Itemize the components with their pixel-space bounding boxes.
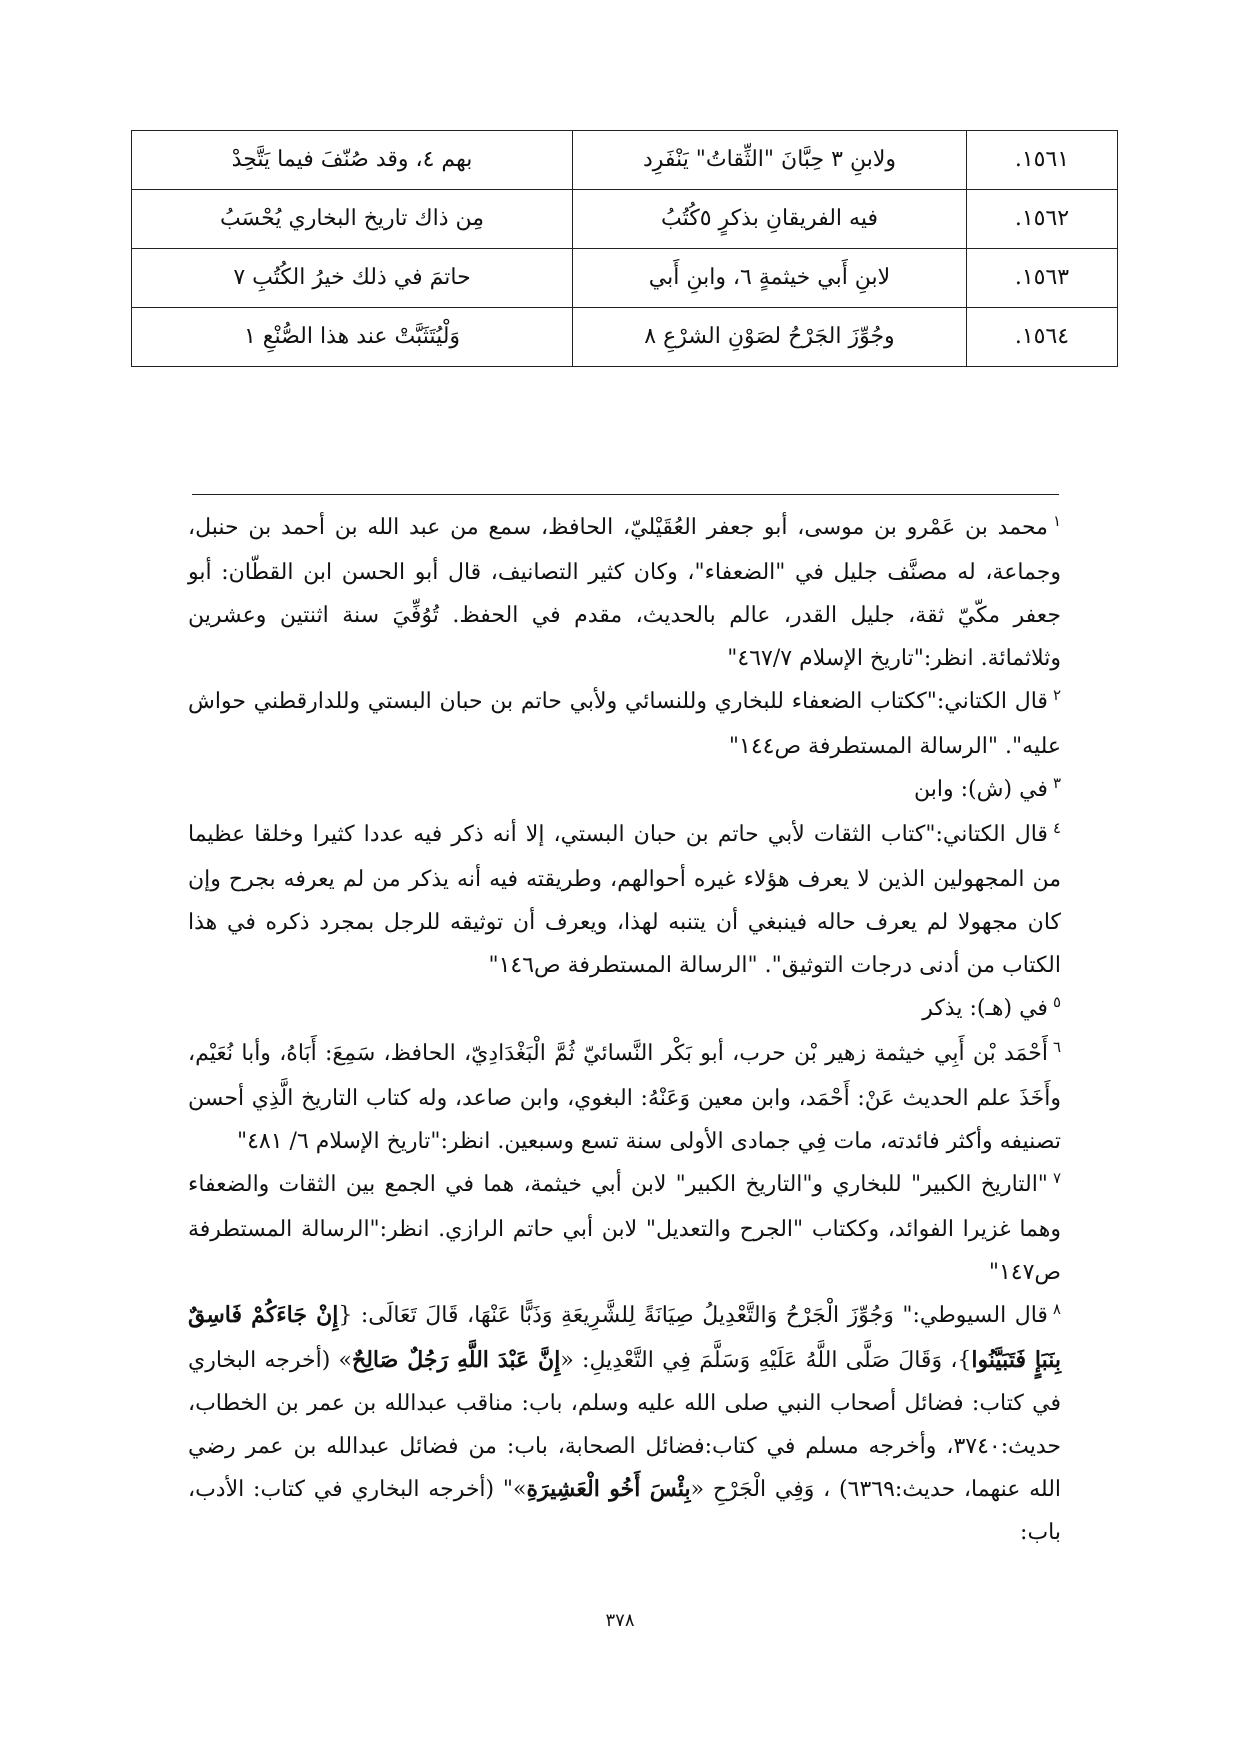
hadith-quote: إِنَّ عَبْدَ اللَّهِ رَجُلٌ صَالِحٌ xyxy=(352,1347,561,1373)
footnote-mark: ٦ xyxy=(1052,1038,1061,1056)
verse-second-hemistich: حاتمَ في ذلك خيرُ الكُتُبِ ٧ xyxy=(132,249,573,308)
footnote-mark: ١ xyxy=(1052,512,1061,530)
verse-first-hemistich: لابنِ أَبي خيثمةٍ ٦، وابنِ أَبي xyxy=(573,249,967,308)
footnote-text: قال الكتاني:"كتاب الثقات لأبي حاتم بن حبان البستي، إلا أنه ذكر فيه عددا كثيرا وخلقا عظيما من المجهولين الذين لا يعرف هؤلاء غيره أحوالهم، وطريقته فيه أنه يذكر من لم يعرفه بجرح وإن كان مجهولا لم يعرف حاله فينبغي أن يتنبه لهذا، ويعرف أن توثيقه للرجل بمجرد ذكره في هذا الكتاب من أدنى درجات التوثيق". "الرسالة المستطرفة ص١٤٦" xyxy=(188,822,1061,978)
footnote-mark: ٥ xyxy=(1052,993,1061,1011)
footnote-text: أَحْمَد بْن أَبِي خيثمة زهير بْن حرب، أبو بَكْر النَّسائيّ ثُمَّ الْبَغْدَادِيّ، الحافظ، سَمِعَ: أَبَاهُ، وأبا نُعَيْم، وأَخَذَ علم الحديث عَنْ: أَحْمَد، وابن معين وَعَنْهُ: البغوي، وابن صاعد، وله كتاب التاريخ الَّذِي أحسن تصنيفه وأكثر فائدته، مات فِي جمادى الأولى سنة تسع وسبعين. انظر:"تاريخ الإسلام ٦/ ٤٨١" xyxy=(188,1041,1061,1154)
verse-first-hemistich: وجُوِّزَ الجَرْحُ لصَوْنِ الشرْعِ ٨ xyxy=(573,308,967,367)
verse-row xyxy=(132,308,1118,367)
hadith-quote: بِئْسَ أَخُو الْعَشِيرَةِ xyxy=(526,1476,691,1502)
footnote-mark: ٤ xyxy=(1052,819,1061,837)
footnote xyxy=(188,1163,1061,1294)
footnote-text-part: » (أخرجه البخاري في كتاب: فضائل أصحاب النبي صلى الله عليه وسلم، باب: مناقب عبدالله بن عمر بن الخطاب، حديث:٣٧٤٠، وأخرجه مسلم في كتاب:فضائل الصحابة، باب: من فضائل عبدالله بن عمر رضي الله عنهما، حديث:٦٣٦٩) ، وَفِي الْجَرْحِ « xyxy=(188,1348,1062,1502)
quran-quote: إِنْ جَاءَكُمْ فَاسِقٌ بِنَبَإٍ فَتَبَيَّنُوا xyxy=(188,1302,1061,1373)
verse-row xyxy=(132,249,1118,308)
verse-number: ١٥٦٢. xyxy=(967,190,1118,249)
footnote xyxy=(188,1032,1061,1163)
footnote-text xyxy=(188,1303,1061,1545)
verse-row xyxy=(132,190,1118,249)
verse-table xyxy=(131,130,1118,367)
footnote-text: في (ش): وابن xyxy=(914,777,1048,802)
footnote-mark: ٧ xyxy=(1052,1169,1061,1187)
verse-row xyxy=(132,131,1118,190)
footnote-text-part: »" (أخرجه البخاري في كتاب: الأدب، باب: xyxy=(188,1477,1061,1545)
footnote-mark: ٢ xyxy=(1052,686,1061,704)
footnote xyxy=(188,987,1061,1032)
verse-first-hemistich: فيه الفريقانِ بذكرٍ ٥كُتُبُ xyxy=(573,190,967,249)
verse-second-hemistich: وَلْيُتَثَبَّتْ عند هذا الصُّنْعِ ١ xyxy=(132,308,573,367)
verse-second-hemistich: مِن ذاك تاريخ البخاري يُحْسَبُ xyxy=(132,190,573,249)
footnote-text: في (هـ): يذكر xyxy=(922,996,1048,1021)
footnote-mark: ٨ xyxy=(1052,1300,1061,1318)
footnote xyxy=(188,506,1061,680)
footnote xyxy=(188,680,1061,768)
footnote-text: قال الكتاني:"ككتاب الضعفاء للبخاري وللنسائي ولأبي حاتم بن حبان البستي وللدارقطني حواش عليه". "الرسالة المستطرفة ص١٤٤" xyxy=(188,689,1061,759)
footnote xyxy=(188,813,1061,987)
footnote-text: محمد بن عَمْرو بن موسى، أبو جعفر العُقَيْليّ، الحافظ، سمع من عبد الله بن أحمد بن حنبل، وجماعة، له مصنَّف جليل في "الضعفاء"، وكان كثير التصانيف، قال أبو الحسن ابن القطّان: أبو جعفر مكّيّ ثقة، جليل القدر، عالم بالحديث، مقدم في الحفظ. تُوُفِّيَ سنة اثنتين وعشرين وثلاثمائة. انظر:"تاريخ الإسلام ٤٦٧/٧" xyxy=(188,515,1061,671)
footnote-mark: ٣ xyxy=(1052,774,1061,792)
footnote xyxy=(188,1294,1061,1554)
footnote xyxy=(188,768,1061,813)
footnote-separator xyxy=(192,494,1059,495)
verse-number: ١٥٦٤. xyxy=(967,308,1118,367)
verse-number: ١٥٦٣. xyxy=(967,249,1118,308)
footnote-text-part: قال السيوطي:" وَجُوِّزَ الْجَرْحُ وَالتَّعْدِيلُ صِيَانَةً لِلشَّرِيعَةِ وَذَبًّا عَنْهَا، قَالَ تَعَالَى: { xyxy=(338,1303,1048,1328)
footnote-text: "التاريخ الكبير" للبخاري و"التاريخ الكبير" لابن أبي خيثمة، هما في الجمع بين الثقات والضعفاء وهما غزيرا الفوائد، وككتاب "الجرح والتعديل" لابن أبي حاتم الرازي. انظر:"الرسالة المستطرفة ص١٤٧" xyxy=(188,1172,1061,1285)
verse-number: ١٥٦١. xyxy=(967,131,1118,190)
verse-second-hemistich: بهم ٤، وقد صُنّفَ فيما يَتَّحِدْ xyxy=(132,131,573,190)
footnote-text-part: }، وَقَالَ صَلَّى اللَّهُ عَلَيْهِ وَسَلَّمَ فِي التَّعْدِيلِ: « xyxy=(560,1348,972,1373)
page-number: ٣٧٨ xyxy=(605,1610,635,1631)
footnotes xyxy=(188,506,1061,1554)
verse-first-hemistich: ولابنِ ٣ حِبَّانَ "الثِّقاتُ" يَنْفَرِد xyxy=(573,131,967,190)
